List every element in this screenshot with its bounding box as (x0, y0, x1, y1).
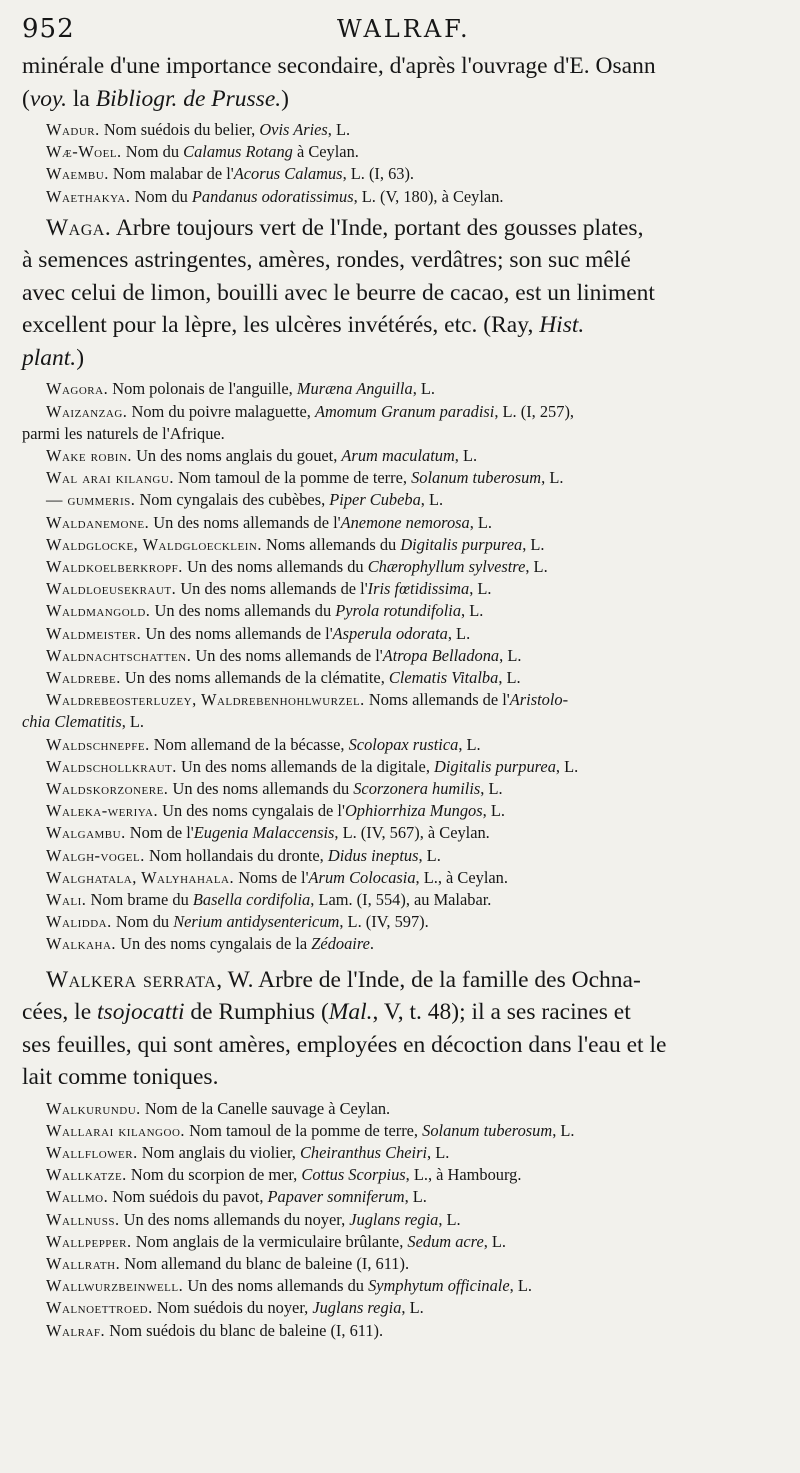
dictionary-entry (22, 467, 774, 489)
entry-text: Nom suédois du belier, (99, 120, 260, 139)
dictionary-entry (22, 800, 774, 822)
entry-latin-name: Piper Cubeba (329, 490, 421, 510)
entry-text: Nom allemand du blanc de baleine (I, 611). (120, 1254, 410, 1274)
entry-text: Un des noms allemands du (183, 1276, 369, 1296)
dictionary-entry (22, 401, 774, 445)
entry-latin-name: Nerium antidysentericum (173, 912, 340, 932)
entry-text: Un des noms allemands du noyer, (119, 1209, 350, 1229)
entry-text: . (369, 934, 374, 954)
entry-text: Un des noms cyngalais de la (116, 934, 312, 954)
entry-latin-name: Ovis Aries (259, 120, 328, 139)
dictionary-entry (22, 933, 774, 955)
dictionary-entry (22, 623, 774, 645)
entry-text: , L. (483, 1231, 507, 1251)
entry-text: Nom du (130, 186, 192, 206)
entry-headword: Walnoettroed. (46, 1298, 153, 1318)
entry-text: Un des noms allemands de l' (191, 645, 383, 665)
entry-text: Noms allemands du (261, 534, 401, 554)
entry-latin-name: Aristolo- (509, 690, 569, 710)
dictionary-entry (22, 889, 774, 911)
entry-text: Nom cyngalais des cubèbes, (135, 490, 330, 510)
entry-text: , L., à Hambourg. (405, 1165, 522, 1185)
entry-latin-name: Juglans regia (349, 1209, 439, 1229)
entry-headword: Wali. (46, 889, 87, 909)
entry-text: Nom hollandais du dronte, (144, 845, 328, 865)
entry-text: , L. (552, 1120, 575, 1140)
entry-headword: Walraf. (46, 1320, 106, 1340)
entry-text: , L. (522, 534, 545, 554)
entry-headword: Waldmangold. (46, 601, 151, 621)
dictionary-entry (22, 489, 774, 511)
dictionary-entry (22, 163, 774, 185)
dictionary-entry (22, 1120, 774, 1142)
entry-latin-name: Chærophyllum sylvestre (367, 556, 526, 576)
entry-headword: Walghatala, Walyhahala. (46, 867, 235, 887)
entry-text: , L. (541, 468, 564, 488)
entry-latin-name: Acorus Calamus (233, 164, 343, 184)
entry-latin-name: Zédoaire (311, 934, 370, 954)
entry-headword: Walgh-vogel. (46, 845, 145, 865)
dictionary-entry (22, 1320, 774, 1342)
entry-headword: Wadur. (46, 120, 100, 139)
entry-text: , L. (327, 120, 351, 139)
entry-headword: Waldloeusekraut. (46, 579, 177, 599)
running-title: WALRAF. (337, 15, 471, 43)
entry-headword: Wæ-Woel. (46, 142, 122, 162)
entry-text: Nom brame du (86, 889, 193, 909)
entry-text: Nom suédois du noyer, (152, 1298, 313, 1318)
entry-latin-name: Asperula odorata (332, 623, 448, 643)
entry-text: Nom suédois du blanc de baleine (I, 611). (105, 1320, 384, 1340)
entry-text: Un des noms allemands de l' (141, 623, 333, 643)
entry-text: Un des noms allemands du (150, 601, 336, 621)
entry-headword: Wallflower. (46, 1143, 138, 1162)
entry-text: , L. (469, 512, 493, 532)
entry-latin-name: Atropa Belladona (382, 645, 500, 665)
entry-headword: — gummeris. (46, 490, 136, 510)
entry-text: Nom allemand de la bécasse, (149, 734, 349, 754)
page-header (22, 14, 774, 50)
entry-headword: Wallmo. (46, 1187, 109, 1207)
entry-text: , Lam. (I, 554), au Malabar. (310, 889, 492, 909)
entry-headword: Waldrebe. (46, 667, 121, 687)
entry-text: , L. (469, 579, 492, 599)
entry-text: , L. (458, 734, 481, 754)
dictionary-entry (22, 534, 774, 556)
entry-text: , L. (IV, 567), à Ceylan. (334, 823, 490, 843)
entry-text: Nom du (121, 142, 184, 162)
entry-text: Un des noms allemands de l' (176, 579, 368, 599)
dictionary-entry (22, 645, 774, 667)
entry-headword: Waleka-weriya. (46, 801, 159, 821)
dictionary-entry (22, 119, 774, 141)
entry-text: Un des noms allemands de la clématite, (120, 667, 389, 687)
dictionary-entry (22, 556, 774, 578)
dictionary-entry (22, 667, 774, 689)
entry-text: , L. (IV, 597). (339, 912, 429, 932)
entry-latin-name: Basella cordifolia (192, 889, 311, 909)
entry-text: Nom suédois du pavot, (108, 1187, 268, 1207)
entry-text: Un des noms anglais du gouet, (132, 445, 342, 465)
dictionary-entry (22, 1098, 774, 1120)
entry-latin-name: chia Clematitis (22, 712, 122, 732)
entry-headword: Wake robin. (46, 445, 132, 465)
entry-text: , L. (I, 63). (342, 164, 415, 184)
entry-text: , L. (480, 778, 503, 798)
entry-headword: Wal arai kilangu. (46, 468, 174, 488)
dictionary-entry (22, 141, 774, 163)
entry-text: Nom anglais du violier, (137, 1143, 300, 1162)
dictionary-entry (22, 445, 774, 467)
entry-text: , L. (509, 1276, 532, 1296)
dictionary-entry (22, 734, 774, 756)
entry-headword: Walkera serrata (46, 966, 217, 993)
intro-line-2: (voy. la Bibliogr. de Prusse.) (22, 85, 289, 112)
intro-line-1: minérale d'une importance secondaire, d'après l'ouvrage d'E. Osann (22, 53, 656, 79)
entry-latin-name: Sedum acre (407, 1231, 484, 1251)
entry-text: Nom du scorpion de mer, (126, 1165, 302, 1185)
entry-latin-name: Arum Colocasia (308, 867, 416, 887)
entry-text: Nom polonais de l'anguille, (108, 379, 297, 399)
page-number: 952 (22, 14, 75, 44)
entry-headword: Waethakya. (46, 186, 131, 206)
dictionary-entry (22, 1186, 774, 1208)
entry-list-1 (22, 119, 774, 208)
entry-text: Nom anglais de la vermiculaire brûlante, (131, 1231, 408, 1251)
entry-latin-name: Anemone nemorosa (340, 512, 470, 532)
dictionary-entry (22, 512, 774, 534)
entry-latin-name: Papaver somniferum (267, 1187, 405, 1207)
entry-text: , L. (525, 556, 548, 576)
entry-text: , L. (461, 601, 484, 621)
entry-text: Noms de l' (234, 867, 309, 887)
entry-text: , L. (I, 257), (494, 401, 574, 421)
entry-text: , L. (401, 1298, 424, 1318)
entry-latin-name: Cheiranthus Cheiri (300, 1143, 428, 1162)
entry-text: , L. (420, 490, 444, 510)
entry-latin-name: Digitalis purpurea (434, 756, 556, 776)
entry-latin-name: Cottus Scorpius (301, 1165, 406, 1185)
entry-headword: Waldschnepfe. (46, 734, 150, 754)
entry-text: Nom de l' (125, 823, 194, 843)
entry-text: Un des noms allemands de la digitale, (176, 756, 435, 776)
entry-text: , L. (447, 623, 471, 643)
entry-text: , L. (498, 667, 521, 687)
dictionary-entry (22, 911, 774, 933)
dictionary-entry (22, 578, 774, 600)
entry-latin-name: Eugenia Malaccensis (193, 823, 335, 843)
dictionary-entry (22, 378, 774, 400)
entry-latin-name: Arum maculatum (341, 445, 455, 465)
entry-text: Nom de la Canelle sauvage à Ceylan. (140, 1098, 391, 1118)
entry-headword: Walkurundu. (46, 1098, 141, 1118)
entry-headword: Wallkatze. (46, 1165, 127, 1185)
dictionary-entry (22, 689, 774, 733)
entry-headword: Wallrath. (46, 1254, 121, 1274)
entry-latin-name: Digitalis purpurea (400, 534, 523, 554)
entry-headword: Waldrebeosterluzey, Waldrebenhohlwurzel. (46, 690, 365, 710)
entry-headword: Walgambu. (46, 823, 126, 843)
entry-text: , L. (499, 645, 522, 665)
entry-text: , L. (121, 712, 145, 732)
dictionary-entry (22, 1253, 774, 1275)
entry-latin-name: Clematis Vitalba (388, 667, 499, 687)
entry-headword: Waga. (46, 214, 112, 241)
dictionary-entry (22, 756, 774, 778)
dictionary-entry (22, 867, 774, 889)
entry-latin-name: Muræna Anguilla (296, 379, 413, 399)
entry-latin-name: Didus ineptus (327, 845, 419, 865)
entry-latin-name: Scolopax rustica (348, 734, 459, 754)
entry-list-2 (22, 378, 774, 955)
entry-text: à Ceylan. (292, 142, 359, 162)
entry-walkera: Walkera serrata, W. Arbre de l'Inde, de la famille des Ochna- cées, le tsojocatti de Rumphius (Mal., V, t. 48); il a ses racines et ses feuilles, qui sont amères, employées en décoction dans l'eau et le lait comme toniques. (22, 966, 667, 1091)
entry-text: , L. (V, 180), à Ceylan. (353, 186, 504, 206)
dictionary-entry (22, 845, 774, 867)
entry-text: , L. (438, 1209, 461, 1229)
entry-headword: Waldschollkraut. (46, 756, 177, 776)
dictionary-entry (22, 1297, 774, 1319)
entry-text: Nom tamoul de la pomme de terre, (184, 1120, 423, 1140)
entry-text: Un des noms allemands du (182, 556, 368, 576)
entry-text: , L. (555, 756, 579, 776)
entry-text: Un des noms cyngalais de l' (158, 801, 345, 821)
entry-text: Nom du poivre malaguette, (127, 401, 315, 421)
entry-text: , L. (427, 1143, 450, 1162)
entry-headword: Walkaha. (46, 934, 117, 954)
entry-latin-name: Solanum tuberosum (411, 468, 542, 488)
entry-headword: Walidda. (46, 912, 112, 932)
entry-headword: Wallwurzbeinwell. (46, 1276, 184, 1296)
dictionary-entry (22, 822, 774, 844)
entry-text: Nom tamoul de la pomme de terre, (173, 468, 412, 488)
entry-headword: Waldskorzonere. (46, 778, 169, 798)
entry-text: Un des noms allemands de l' (149, 512, 341, 532)
dictionary-entry (22, 1209, 774, 1231)
entry-headword: Waldanemone. (46, 512, 150, 532)
entry-latin-name: Iris fœtidissima (367, 579, 470, 599)
entry-text: , L. (454, 445, 478, 465)
entry-text: Un des noms allemands du (168, 778, 354, 798)
entry-latin-name: Ophiorrhiza Mungos (344, 801, 483, 821)
entry-headword: Wallarai kilangoo. (46, 1120, 185, 1140)
entry-latin-name: Juglans regia (312, 1298, 402, 1318)
dictionary-entry (22, 1275, 774, 1297)
entry-text: , L. (418, 845, 441, 865)
entry-headword: Waizanzag. (46, 401, 128, 421)
entry-latin-name: Scorzonera humilis (353, 778, 481, 798)
dictionary-entry (22, 1231, 774, 1253)
entry-latin-name: Pyrola rotundifolia (335, 601, 462, 621)
entry-latin-name: Pandanus odoratissimus (191, 186, 354, 206)
entry-headword: Wallnuss. (46, 1209, 120, 1229)
dictionary-entry (22, 186, 774, 208)
entry-headword: Waldmeister. (46, 623, 142, 643)
dictionary-entry (22, 600, 774, 622)
dictionary-entry (22, 778, 774, 800)
entry-latin-name: Amomum Granum paradisi (314, 401, 495, 421)
entry-headword: Wallpepper. (46, 1231, 132, 1251)
entry-latin-name: Symphytum officinale (368, 1276, 510, 1296)
entry-list-3 (22, 1098, 774, 1342)
dictionary-entry (22, 1164, 774, 1186)
entry-latin-name: Solanum tuberosum (422, 1120, 553, 1140)
entry-text: Nom du (111, 912, 174, 932)
entry-text: , L., à Ceylan. (415, 867, 508, 887)
entry-text: Noms allemands de l' (364, 690, 510, 710)
entry-text: parmi les naturels de l'Afrique. (22, 423, 225, 443)
entry-text: , L. (482, 801, 505, 821)
entry-headword: Waldnachtschatten. (46, 645, 192, 665)
entry-text: , L. (412, 379, 435, 399)
entry-text: , L. (404, 1187, 427, 1207)
entry-headword: Waldkoelberkropf. (46, 556, 183, 576)
entry-waga: Waga. Arbre toujours vert de l'Inde, portant des gousses plates, à semences astringentes, amères, rondes, verdâtres; son suc mêlé avec celui de limon, bouilli avec le beurre de cacao, est un liniment excellent pour la lèpre, les ulcères invétérés, etc. (Ray, Hist. plant.) (22, 214, 655, 371)
entry-headword: Waldglocke, Waldgloecklein. (46, 534, 262, 554)
entry-latin-name: Calamus Rotang (183, 142, 293, 162)
entry-text: Nom malabar de l' (108, 164, 234, 184)
dictionary-entry (22, 1142, 774, 1164)
entry-headword: Waembu. (46, 164, 109, 184)
entry-headword: Wagora. (46, 379, 109, 399)
